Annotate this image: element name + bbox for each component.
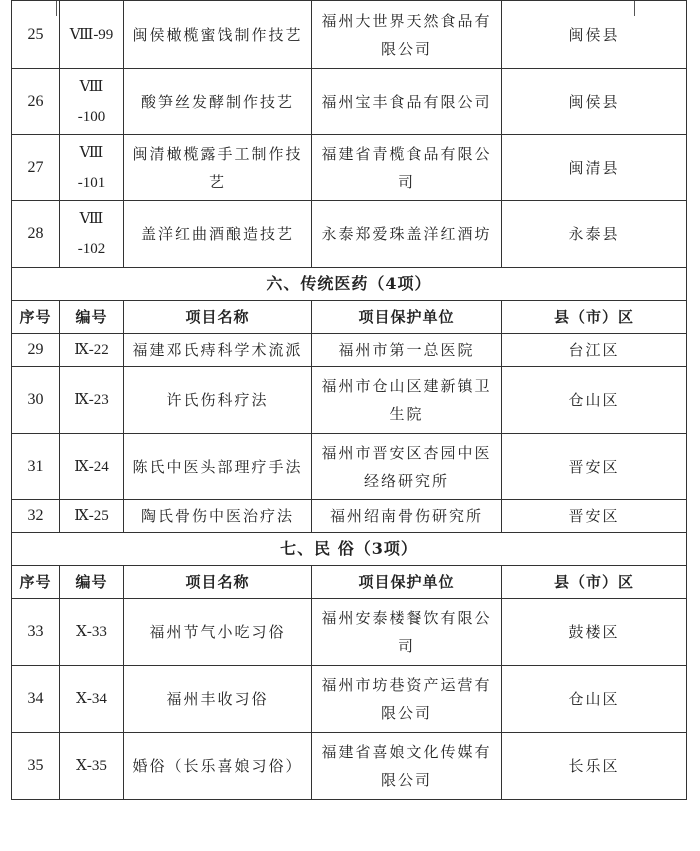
- header-unit: 项目保护单位: [312, 566, 502, 599]
- protection-unit: 福州绍南骨伤研究所: [312, 500, 502, 533]
- county-district: 永泰县: [502, 201, 687, 268]
- section-title: 七、民 俗（3项）: [12, 533, 687, 566]
- county-district: 晋安区: [502, 434, 687, 500]
- county-district: 闽侯县: [502, 1, 687, 69]
- table-header-row: [12, 301, 687, 334]
- item-name: 闽侯橄榄蜜饯制作技艺: [124, 1, 312, 69]
- protection-unit: 福州市坊巷资产运营有限公司: [312, 666, 502, 733]
- county-district: 仓山区: [502, 367, 687, 434]
- section-title: 六、传统医药（4项）: [12, 268, 687, 301]
- county-district: 闽清县: [502, 135, 687, 201]
- item-code: Ⅷ -100: [60, 69, 124, 135]
- item-name: 陶氏骨伤中医治疗法: [124, 500, 312, 533]
- item-code: Ⅸ-24: [60, 434, 124, 500]
- row-number: 34: [12, 666, 60, 733]
- row-number: 32: [12, 500, 60, 533]
- heritage-list-table: [11, 0, 687, 800]
- county-district: 晋安区: [502, 500, 687, 533]
- header-name: 项目名称: [124, 566, 312, 599]
- county-district: 闽侯县: [502, 69, 687, 135]
- table-row: [12, 599, 687, 666]
- item-code: Ⅷ -101: [60, 135, 124, 201]
- protection-unit: 福州市晋安区杏园中医经络研究所: [312, 434, 502, 500]
- header-county: 县（市）区: [502, 301, 687, 334]
- table-row: [12, 334, 687, 367]
- header-name: 项目名称: [124, 301, 312, 334]
- row-number: 31: [12, 434, 60, 500]
- item-name: 盖洋红曲酒酿造技艺: [124, 201, 312, 268]
- table-row: [12, 666, 687, 733]
- header-code: 编号: [60, 301, 124, 334]
- protection-unit: 福建省青榄食品有限公司: [312, 135, 502, 201]
- item-code: Ⅸ-25: [60, 500, 124, 533]
- county-district: 台江区: [502, 334, 687, 367]
- table-row: [12, 201, 687, 268]
- header-code: 编号: [60, 566, 124, 599]
- item-code: Ⅷ-99: [60, 1, 124, 69]
- section-title-row: [12, 268, 687, 301]
- row-number: 33: [12, 599, 60, 666]
- item-name: 婚俗（长乐喜娘习俗）: [124, 733, 312, 800]
- protection-unit: 福州市第一总医院: [312, 334, 502, 367]
- county-district: 长乐区: [502, 733, 687, 800]
- county-district: 仓山区: [502, 666, 687, 733]
- row-number: 25: [12, 1, 60, 69]
- item-name: 许氏伤科疗法: [124, 367, 312, 434]
- table-row: [12, 500, 687, 533]
- item-name: 闽清橄榄露手工制作技艺: [124, 135, 312, 201]
- row-number: 26: [12, 69, 60, 135]
- county-district: 鼓楼区: [502, 599, 687, 666]
- protection-unit: 福州宝丰食品有限公司: [312, 69, 502, 135]
- table-row: [12, 135, 687, 201]
- protection-unit: 福州大世界天然食品有限公司: [312, 1, 502, 69]
- row-number: 30: [12, 367, 60, 434]
- item-code: Ⅷ -102: [60, 201, 124, 268]
- section-title-row: [12, 533, 687, 566]
- row-number: 28: [12, 201, 60, 268]
- header-number: 序号: [12, 566, 60, 599]
- header-county: 县（市）区: [502, 566, 687, 599]
- table-header-row: [12, 566, 687, 599]
- row-number: 27: [12, 135, 60, 201]
- table-row: [12, 733, 687, 800]
- item-code: Ⅸ-22: [60, 334, 124, 367]
- item-code: Ⅹ-34: [60, 666, 124, 733]
- item-name: 福州节气小吃习俗: [124, 599, 312, 666]
- table-row: [12, 367, 687, 434]
- protection-unit: 福建省喜娘文化传媒有限公司: [312, 733, 502, 800]
- header-number: 序号: [12, 301, 60, 334]
- item-name: 福州丰收习俗: [124, 666, 312, 733]
- row-number: 29: [12, 334, 60, 367]
- protection-unit: 福州市仓山区建新镇卫生院: [312, 367, 502, 434]
- item-code: Ⅹ-33: [60, 599, 124, 666]
- item-name: 陈氏中医头部理疗手法: [124, 434, 312, 500]
- item-code: Ⅸ-23: [60, 367, 124, 434]
- protection-unit: 福州安泰楼餐饮有限公司: [312, 599, 502, 666]
- row-number: 35: [12, 733, 60, 800]
- item-code: Ⅹ-35: [60, 733, 124, 800]
- table-row: [12, 434, 687, 500]
- table-row: [12, 69, 687, 135]
- item-name: 福建邓氏痔科学术流派: [124, 334, 312, 367]
- item-name: 酸笋丝发酵制作技艺: [124, 69, 312, 135]
- table-row: [12, 1, 687, 69]
- header-unit: 项目保护单位: [312, 301, 502, 334]
- protection-unit: 永泰郑爱珠盖洋红酒坊: [312, 201, 502, 268]
